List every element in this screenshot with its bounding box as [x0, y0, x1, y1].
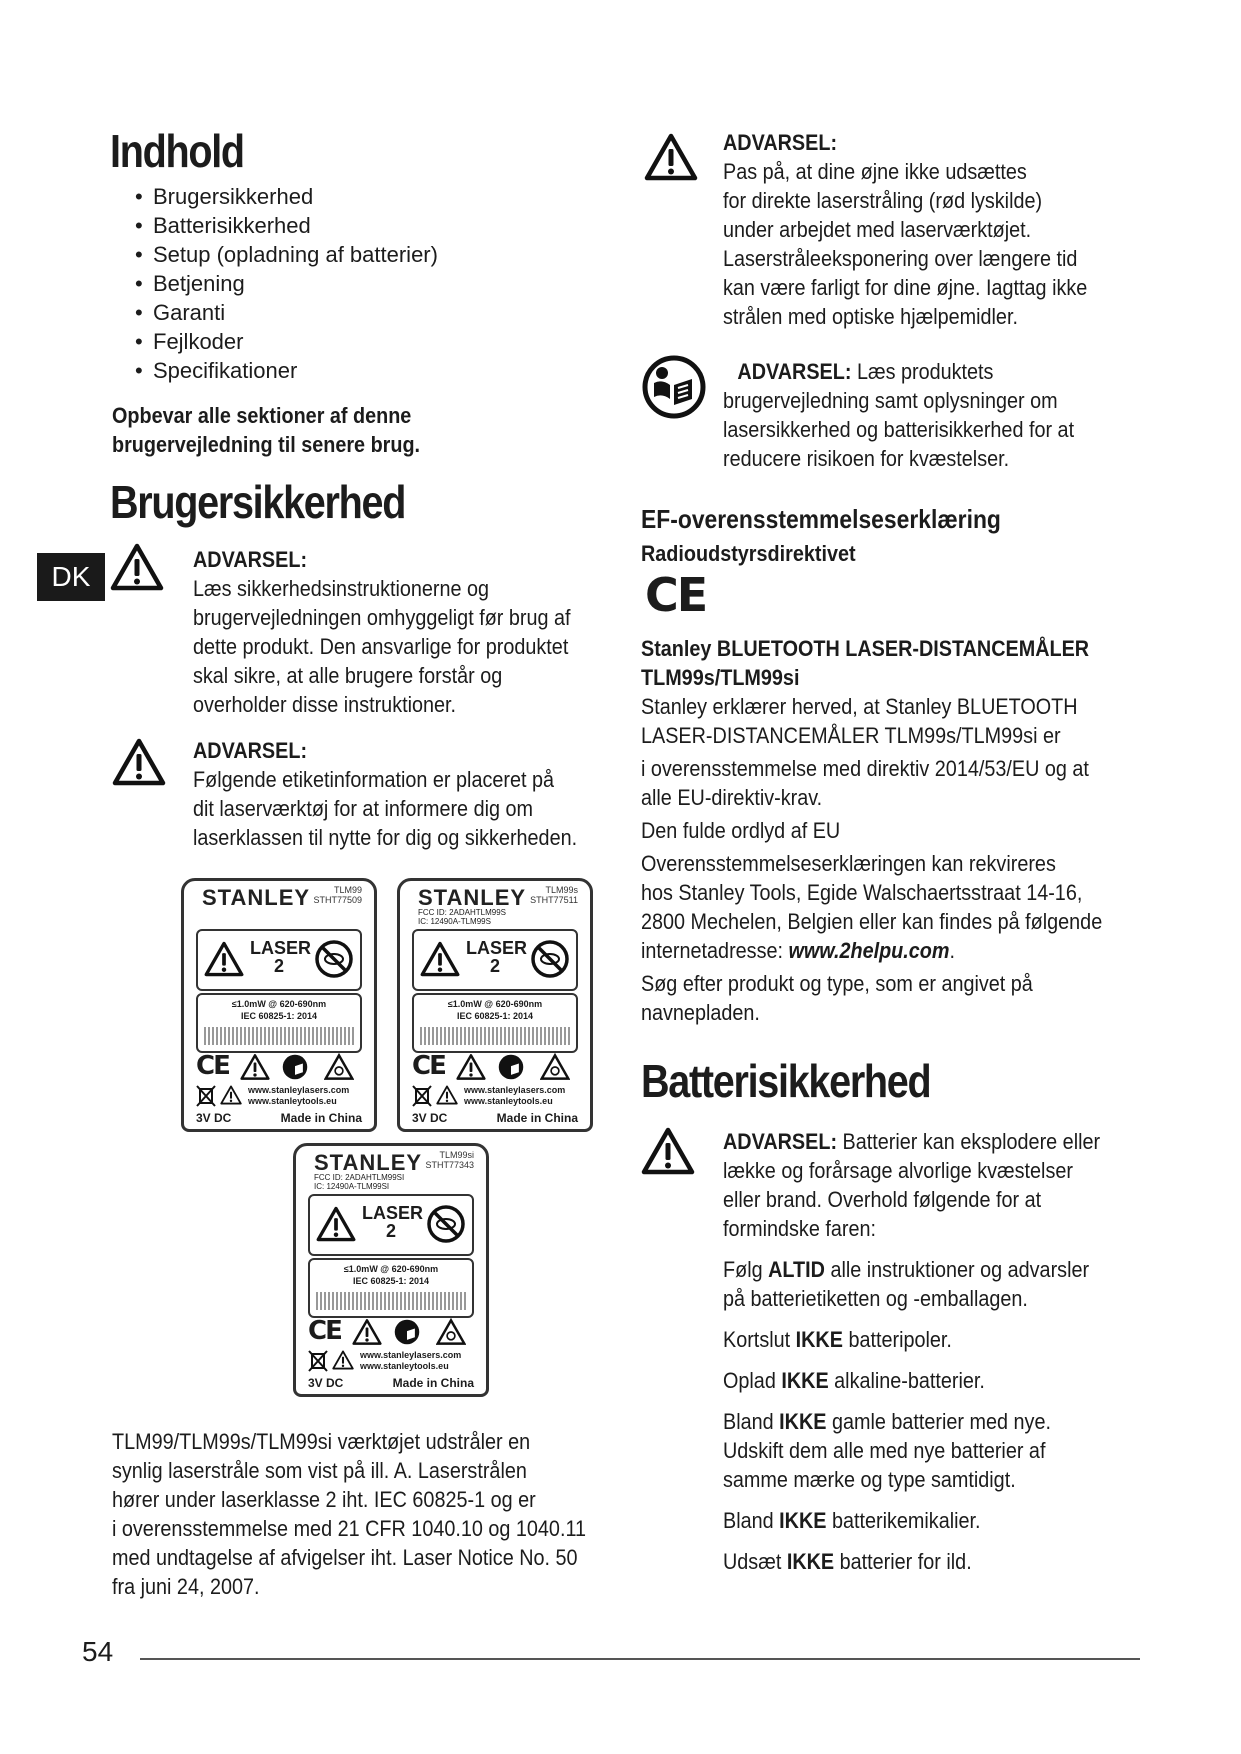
caption-line: med undtagelse af afvigelser iht. Laser Notice No. 50 [112, 1545, 578, 1570]
ec-product: Stanley BLUETOOTH LASER-DISTANCEMÅLER [641, 636, 1090, 661]
label-voltage: 3V DC [308, 1376, 344, 1390]
ec-line: Overensstemmelseserklæringen kan rekvireres [641, 851, 1056, 876]
warning-icon [644, 133, 698, 181]
ce-mark-icon: CE [308, 1316, 341, 1346]
warning-icon [112, 738, 166, 786]
warning-icon [316, 1206, 356, 1242]
warning-icon [332, 1350, 354, 1370]
no-stare-icon [314, 939, 354, 979]
warning-line: Laserstråleeksponering over længere tid [723, 246, 1078, 271]
label-laser-box [412, 929, 578, 991]
toc-item[interactable]: • Fejlkoder [135, 327, 438, 356]
caption-line: fra juni 24, 2007. [112, 1574, 260, 1599]
label-model: TLM99 STHT77509 [313, 885, 362, 905]
warning-line: reducere risikoen for kvæstelser. [723, 446, 1010, 471]
no-stare-icon [426, 1204, 466, 1244]
weee-icon [196, 1085, 216, 1107]
warning-line: formindske faren: [723, 1216, 876, 1241]
warning-line: laserklassen til nytte for dig og sikkerheden. [193, 825, 578, 850]
battery-rule: Kortslut IKKE batteripoler. [723, 1327, 952, 1352]
label-model: TLM99si STHT77343 [425, 1150, 474, 1170]
caption-line: hører under laserklasse 2 iht. IEC 60825-1 og er [112, 1487, 536, 1512]
no-stare-icon [530, 939, 570, 979]
label-laser-class: LASER 2 [250, 938, 312, 976]
ec-declaration [641, 634, 1102, 1027]
label-ids: FCC ID: 2ADAHTLM99S IC: 12490A-TLM99S [418, 908, 507, 926]
ec-line: i overensstemmelse med direktiv 2014/53/EU og at [641, 756, 1089, 781]
label-fine-print [204, 1027, 354, 1045]
battery-rule-cont: samme mærke og type samtidigt. [723, 1467, 1016, 1492]
label-voltage: 3V DC [412, 1111, 448, 1125]
battery-rule: Bland IKKE batterikemikalier. [723, 1508, 981, 1533]
ec-line: Søg efter produkt og type, som er angivet på [641, 971, 1033, 996]
warning-icon [220, 1085, 242, 1105]
warning-line: dit laserværktøj for at informere dig om [193, 796, 534, 821]
warning-icon [352, 1318, 382, 1346]
ce-mark-icon: CE [412, 1051, 445, 1081]
warning-icon [436, 1085, 458, 1105]
warning-icon [420, 941, 460, 977]
warning-line: brugervejledningen omhyggeligt før brug af [193, 605, 571, 630]
toc-item[interactable]: • Betjening [135, 269, 438, 298]
label-spec-box [196, 993, 362, 1053]
warning-line: Pas på, at dine øjne ikke udsættes [723, 159, 1027, 184]
hazard-icon [540, 1053, 570, 1081]
label-laser-class: LASER 2 [362, 1203, 424, 1241]
battery-rule: Bland IKKE gamle batterier med nye. [723, 1409, 1051, 1434]
label-fine-print [316, 1292, 466, 1310]
label-made-in: Made in China [392, 1376, 474, 1390]
keep-note-line: Opbevar alle sektioner af denne [112, 403, 412, 428]
read-manual-icon [496, 1053, 526, 1081]
label-laser-box [308, 1194, 474, 1256]
warning-line: overholder disse instruktioner. [193, 692, 457, 717]
label-brand: STANLEY [202, 885, 311, 910]
user-safety-title: Brugersikkerhed [110, 476, 406, 528]
label-brand: STANLEY [314, 1150, 423, 1175]
caption-line: synlig laserstråle som vist på ill. A. Laserstrålen [112, 1458, 527, 1483]
ec-line: LASER-DISTANCEMÅLER TLM99s/TLM99si er [641, 723, 1061, 748]
warning-line: Følgende etiketinformation er placeret på [193, 767, 554, 792]
ce-mark: CE [645, 568, 707, 622]
label-iec: IEC 60825-1: 2014 [352, 1276, 430, 1286]
warning-line: kan være farligt for dine øjne. Iagttag ikke [723, 275, 1088, 300]
label-voltage: 3V DC [196, 1111, 232, 1125]
battery-rule-cont: Udskift dem alle med nye batterier af [723, 1438, 1046, 1463]
label-web: www.stanleylasers.com www.stanleytools.eu [360, 1350, 462, 1371]
caption-line: TLM99/TLM99s/TLM99si værktøjet udstråler en [112, 1429, 531, 1454]
battery-rule: Følg ALTID alle instruktioner og advarsler [723, 1257, 1090, 1282]
keep-note [112, 401, 420, 459]
toc-item[interactable]: • Specifikationer [135, 356, 438, 385]
toc-item[interactable]: • Setup (opladning af batterier) [135, 240, 438, 269]
manual-warning-first: ADVARSEL: Læs produktets [737, 359, 994, 384]
warning-heading: ADVARSEL: [723, 130, 838, 155]
ec-line: Stanley erklærer herved, at Stanley BLUETOOTH [641, 694, 1078, 719]
warning-line: strålen med optiske hjælpemidler. [723, 304, 1018, 329]
ce-mark-icon: CE [196, 1051, 229, 1081]
label-web: www.stanleylasers.com www.stanleytools.eu [464, 1085, 566, 1106]
laser-label [293, 1143, 489, 1397]
label-spec-box [308, 1258, 474, 1318]
ec-title: EF-overensstemmelseserklæring [641, 504, 1001, 534]
battery-rule-cont: på batterietiketten og -emballagen. [723, 1286, 1028, 1311]
label-made-in: Made in China [280, 1111, 362, 1125]
ec-line: hos Stanley Tools, Egide Walschaertsstraat 14-16, [641, 880, 1083, 905]
warning-icon [204, 941, 244, 977]
label-power: ≤1.0mW @ 620-690nm [231, 999, 327, 1009]
battery-rule: Oplad IKKE alkaline-batterier. [723, 1368, 985, 1393]
warning-heading: ADVARSEL: [193, 547, 308, 572]
toc-item[interactable]: • Brugersikkerhed [135, 182, 438, 211]
battery-title: Batterisikkerhed [641, 1055, 931, 1107]
warning-icon [110, 543, 164, 591]
ec-url-line: internetadresse: www.2helpu.com. [641, 938, 956, 963]
weee-icon [412, 1085, 432, 1107]
label-fine-print [420, 1027, 570, 1045]
laser-label [181, 878, 377, 1132]
warning-line: brugervejledning samt oplysninger om [723, 388, 1058, 413]
toc-item[interactable]: • Batterisikkerhed [135, 211, 438, 240]
label-power: ≤1.0mW @ 620-690nm [343, 1264, 439, 1274]
toc-title: Indhold [110, 125, 244, 177]
label-iec: IEC 60825-1: 2014 [240, 1011, 318, 1021]
warning-line: skal sikre, at alle brugere forstår og [193, 663, 503, 688]
label-power: ≤1.0mW @ 620-690nm [447, 999, 543, 1009]
footer-rule [140, 1658, 1140, 1660]
ec-subtitle: Radioudstyrsdirektivet [641, 541, 856, 566]
warning-line: eller brand. Overhold følgende for at [723, 1187, 1042, 1212]
battery-warning [723, 1127, 1100, 1576]
ec-line: alle EU-direktiv-krav. [641, 785, 823, 810]
eye-warning [723, 128, 1087, 331]
toc-item[interactable]: • Garanti [135, 298, 438, 327]
ec-url-link[interactable]: www.2helpu.com [788, 938, 950, 963]
page-number: 54 [82, 1636, 114, 1667]
toc-list [135, 182, 438, 385]
label-laser-box [196, 929, 362, 991]
label-iec: IEC 60825-1: 2014 [456, 1011, 534, 1021]
weee-icon [308, 1350, 328, 1372]
battery-warning-first: ADVARSEL: Batterier kan eksplodere eller [723, 1129, 1101, 1154]
ec-line: 2800 Mechelen, Belgien eller kan findes på følgende [641, 909, 1103, 934]
label-laser-class: LASER 2 [466, 938, 528, 976]
warning-line: for direkte laserstråling (rød lyskilde) [723, 188, 1043, 213]
warning-icon [456, 1053, 486, 1081]
label-brand: STANLEY [418, 885, 527, 910]
read-manual-icon [280, 1053, 310, 1081]
laser-label [397, 878, 593, 1132]
label-made-in: Made in China [496, 1111, 578, 1125]
ec-line: navnepladen. [641, 1000, 760, 1025]
ec-product: TLM99s/TLM99si [641, 665, 800, 690]
warning-line: Læs sikkerhedsinstruktionerne og [193, 576, 490, 601]
battery-rule: Udsæt IKKE batterier for ild. [723, 1549, 972, 1574]
warning-icon [240, 1053, 270, 1081]
hazard-icon [436, 1318, 466, 1346]
language-tab: DK [37, 553, 105, 601]
label-spec-box [412, 993, 578, 1053]
caption-line: i overensstemmelse med 21 CFR 1040.10 og 1040.11 [112, 1516, 587, 1541]
hazard-icon [324, 1053, 354, 1081]
user-safety-warning-2 [193, 736, 577, 852]
manual-warning [723, 357, 1074, 473]
label-ids: FCC ID: 2ADAHTLM99SI IC: 12490A-TLM99SI [314, 1173, 405, 1191]
label-model: TLM99s STHT77511 [530, 885, 578, 905]
warning-line: lasersikkerhed og batterisikkerhed for at [723, 417, 1075, 442]
read-manual-icon [640, 355, 708, 419]
warning-heading: ADVARSEL: [193, 738, 308, 763]
warning-line: under arbejdet med laserværktøjet. [723, 217, 1032, 242]
warning-line: lække og forårsage alvorlige kvæstelser [723, 1158, 1073, 1183]
ec-line: Den fulde ordlyd af EU [641, 818, 841, 843]
read-manual-icon [392, 1318, 422, 1346]
label-web: www.stanleylasers.com www.stanleytools.eu [248, 1085, 350, 1106]
user-safety-warning-1 [193, 545, 571, 719]
keep-note-line: brugervejledning til senere brug. [112, 432, 421, 457]
warning-icon [641, 1127, 695, 1175]
warning-line: dette produkt. Den ansvarlige for produktet [193, 634, 569, 659]
laser-caption [112, 1427, 586, 1601]
